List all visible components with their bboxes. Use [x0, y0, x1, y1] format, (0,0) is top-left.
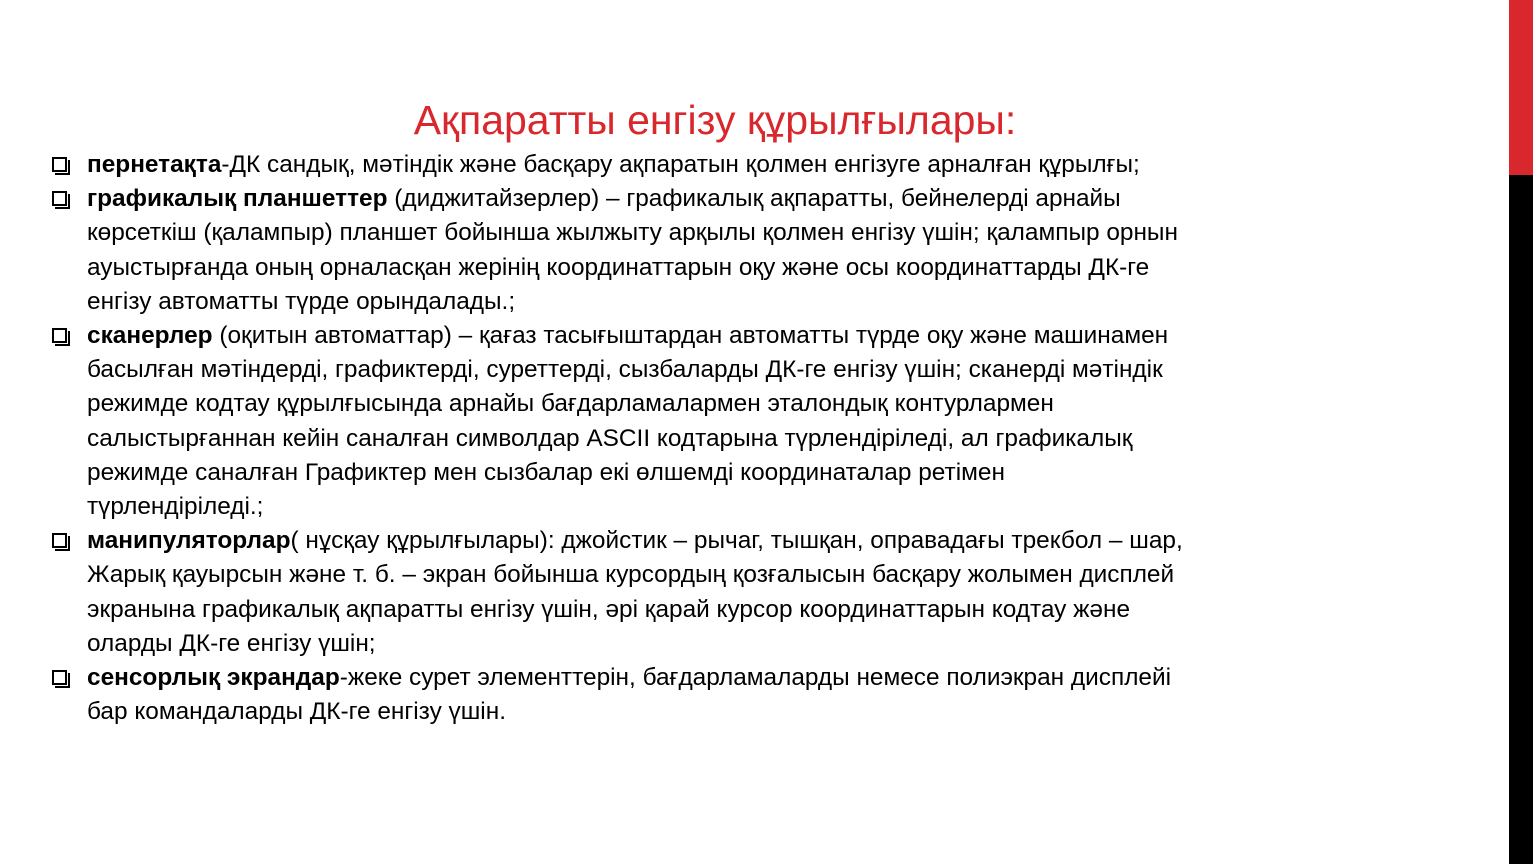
hollow-square-bullet-icon [52, 533, 67, 548]
list-item-term: графикалық планшеттер [87, 185, 388, 213]
bullet-list [52, 148, 1452, 729]
accent-bar-black [1509, 175, 1533, 864]
list-item-scanners [52, 319, 1452, 524]
accent-bar-red [1509, 0, 1533, 175]
hollow-square-bullet-icon [52, 191, 67, 206]
list-item-text: ( нұсқау құрылғылары): джойстик – рычаг, тышқан, оправадағы трекбол – шар, [290, 527, 1183, 555]
list-item-line [87, 661, 1452, 695]
list-item-term: сенсорлық экрандар [87, 664, 340, 692]
list-item-line [87, 524, 1452, 558]
list-item-line: экранына графикалық ақпаратты енгізу үшін, әрі қарай курсор координаттарын кодтау және [87, 595, 1131, 623]
list-item-term: манипуляторлар [87, 527, 291, 555]
list-item-line: режимде саналған Графиктер мен сызбалар екі өлшемді координаталар ретімен [87, 458, 1005, 486]
list-item-line [87, 319, 1452, 353]
list-item-line: енгізу автоматты түрде орындалады.; [87, 287, 516, 315]
list-item-text: -жеке сурет элементтерін, бағдарламаларды немесе полиэкран дисплейі [339, 664, 1172, 692]
list-item-text: (оқитын автоматтар) – қағаз тасығыштардан автоматты түрде оқу және машинамен [212, 322, 1169, 350]
hollow-square-bullet-icon [52, 328, 67, 343]
hollow-square-bullet-icon [52, 670, 67, 685]
hollow-square-bullet-icon [52, 157, 67, 172]
list-item-keyboard [52, 148, 1452, 182]
list-item-line: салыстырғаннан кейін саналған символдар ASCII кодтарына түрлендіріледі, ал графикалық [87, 424, 1133, 452]
list-item-term: пернетақта [87, 151, 222, 178]
list-item-line: көрсеткіш (қалампыр) планшет бойынша жылжыту арқылы қолмен енгізу үшін; қалампыр орнын [87, 219, 1178, 247]
list-item-line: басылған мәтіндерді, графиктерді, суреттерді, сызбаларды ДК-ге енгізу үшін; сканерді мәтіндік [87, 356, 1163, 384]
list-item-line [87, 182, 1452, 216]
list-item-line: ауыстырғанда оның орналасқан жерінің координаттарын оқу және осы координаттарды ДК-ге [87, 253, 1150, 281]
list-item-term: сканерлер [87, 322, 213, 350]
list-item-line: режимде кодтау құрылғысында арнайы бағдарламалармен эталондық контурлармен [87, 390, 1054, 418]
list-item-line: бар командаларды ДК-ге енгізу үшін. [87, 698, 506, 726]
list-item-text: (диджитайзерлер) – графикалық ақпаратты, бейнелерді арнайы [387, 185, 1121, 213]
list-item-touch-screens [52, 661, 1452, 729]
list-item-graphic-tablets [52, 182, 1452, 319]
list-item-text: -ДК сандық, мәтіндік және басқару ақпаратын қолмен енгізуге арналған құрылғы; [221, 151, 1140, 178]
list-item-line [87, 148, 1452, 182]
list-item-line: оларды ДК-ге енгізу үшін; [87, 629, 376, 657]
list-item-line: Жарық қауырсын және т. б. – экран бойынша курсордың қозғалысын басқару жолымен дисплей [87, 561, 1175, 589]
slide-title: Ақпаратты енгізу құрылғылары: [413, 97, 1017, 143]
list-item-line: түрлендіріледі.; [87, 493, 264, 521]
list-item-manipulators [52, 524, 1452, 661]
